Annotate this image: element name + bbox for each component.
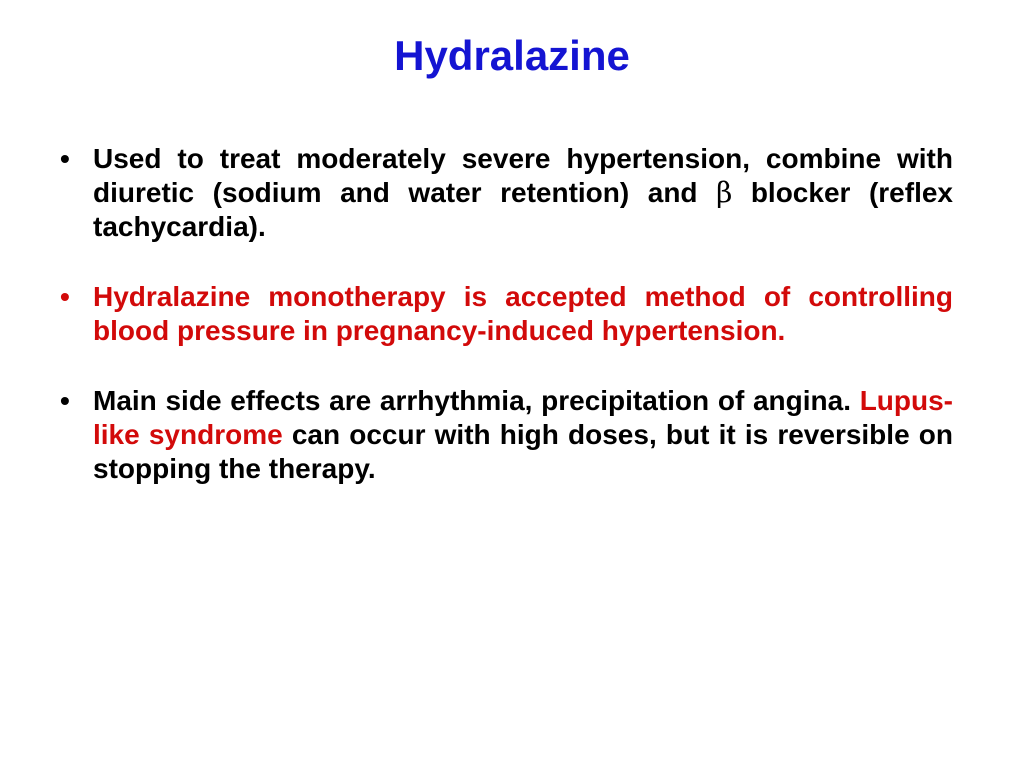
bullet-text-and: and bbox=[629, 177, 717, 208]
bullet-text-pregnancy: Hydralazine monotherapy is accepted method of controlling blood pressure in pregnancy-induced hypertension. bbox=[93, 281, 953, 346]
bullet-dot-icon: • bbox=[60, 385, 70, 416]
bullet-dot-icon: • bbox=[60, 143, 70, 174]
slide-title: Hydralazine bbox=[394, 32, 630, 79]
bullet-text-side-effects bbox=[93, 384, 953, 486]
lupus-highlight: Lupus-like syndrome bbox=[93, 385, 953, 450]
side-effects-intro: Main side effects are arrhythmia, precipitation of angina. bbox=[93, 385, 860, 416]
side-effects-outro: can occur with high doses, but it is reversible on stopping the therapy. bbox=[93, 419, 954, 484]
bullet-list bbox=[60, 142, 953, 522]
bullet-item-pregnancy bbox=[60, 280, 953, 348]
bullet-item-side-effects bbox=[60, 384, 953, 486]
bullet-dot-icon: • bbox=[60, 281, 70, 312]
bullet-text-indication bbox=[93, 142, 953, 244]
bullet-text-indication-main: Used to treat moderately severe hypertension, combine with diuretic (sodium and water retention) bbox=[93, 143, 953, 208]
bullet-item-indication bbox=[60, 142, 953, 244]
bullet-text-blocker: blocker (reflex tachycardia). bbox=[93, 177, 954, 242]
beta-symbol: β bbox=[716, 176, 733, 209]
